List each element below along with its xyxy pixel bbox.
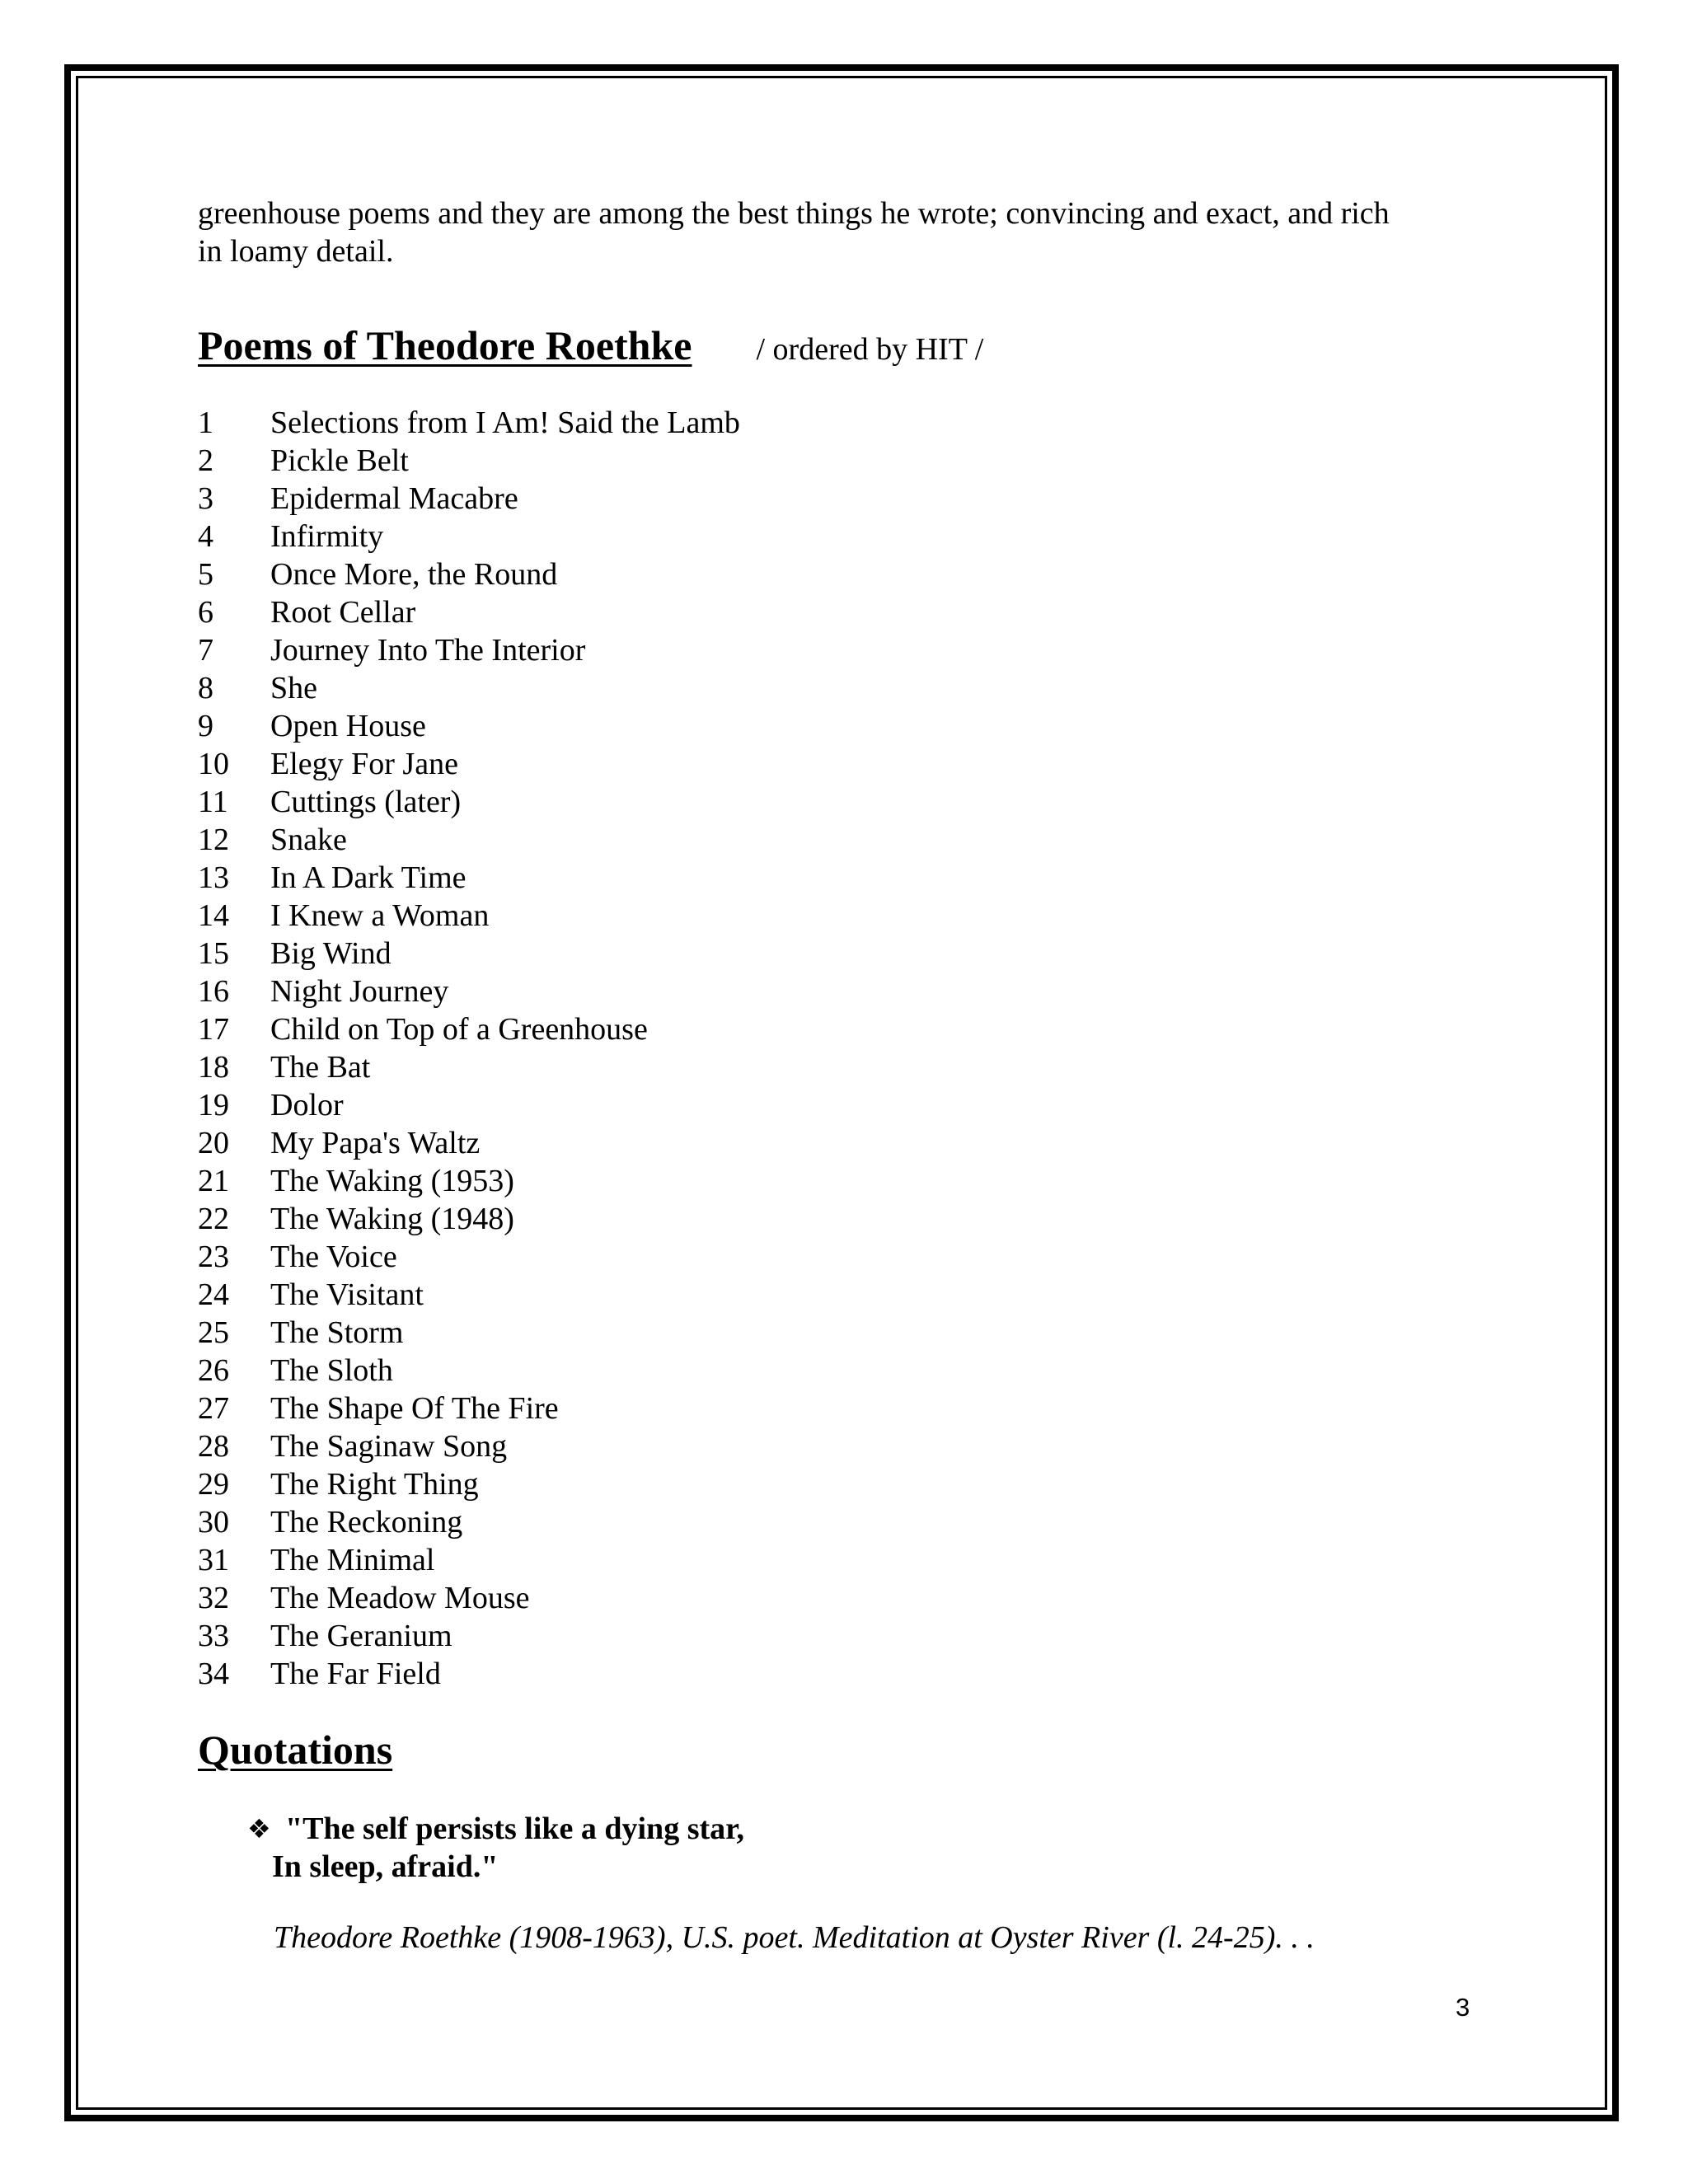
- poem-title: Elegy For Jane: [270, 747, 458, 781]
- list-item: [198, 1390, 1484, 1427]
- quote-block: [247, 1810, 1484, 1886]
- four-diamond-bullet-icon: ❖: [247, 1813, 271, 1844]
- poem-number: 25: [198, 1315, 229, 1350]
- list-item: [198, 783, 1484, 821]
- list-item: [198, 518, 1484, 555]
- poem-number: 28: [198, 1429, 229, 1464]
- poem-number: 27: [198, 1391, 229, 1426]
- poem-number: 23: [198, 1240, 229, 1274]
- list-item: [198, 1541, 1484, 1579]
- poem-title: The Waking (1948): [270, 1202, 514, 1236]
- list-item: [198, 859, 1484, 897]
- list-item: [198, 1048, 1484, 1086]
- list-item: [198, 1276, 1484, 1314]
- list-item: [198, 935, 1484, 972]
- list-item: [198, 631, 1484, 669]
- poem-number: 16: [198, 974, 229, 1009]
- poem-title: Selections from I Am! Said the Lamb: [270, 405, 740, 440]
- poem-number: 22: [198, 1202, 229, 1236]
- poem-number: 26: [198, 1353, 229, 1388]
- poem-number: 29: [198, 1467, 229, 1502]
- list-item: [198, 1465, 1484, 1503]
- poem-title: My Papa's Waltz: [270, 1126, 481, 1160]
- list-item: [198, 442, 1484, 480]
- poem-number: 19: [198, 1088, 229, 1122]
- list-item: [198, 669, 1484, 707]
- quote-attribution: Theodore Roethke (1908-1963), U.S. poet. Meditation at Oyster River (l. 24-25). . .: [274, 1920, 1315, 1955]
- poem-title: Cuttings (later): [270, 785, 462, 819]
- poem-title: The Right Thing: [270, 1467, 479, 1502]
- poem-list: [198, 404, 1484, 1693]
- poem-title: Dolor: [270, 1088, 344, 1122]
- list-item: [198, 480, 1484, 518]
- poem-number: 2: [198, 443, 213, 478]
- poem-title: Root Cellar: [270, 595, 416, 630]
- quote-line-2: In sleep, afraid.": [272, 1849, 499, 1884]
- poem-number: 21: [198, 1164, 229, 1198]
- quote-line-1-row: [247, 1810, 1484, 1848]
- poems-heading-row: [198, 321, 1484, 369]
- poem-number: 24: [198, 1277, 229, 1312]
- list-item: [198, 1124, 1484, 1162]
- poem-title: Infirmity: [270, 519, 384, 554]
- poem-number: 12: [198, 823, 229, 857]
- poem-title: The Visitant: [270, 1277, 424, 1312]
- poem-number: 10: [198, 747, 229, 781]
- poem-number: 9: [198, 709, 213, 743]
- list-item: [198, 1579, 1484, 1617]
- page-number: 3: [1456, 1993, 1470, 2022]
- list-item: [198, 593, 1484, 631]
- poem-title: Pickle Belt: [270, 443, 409, 478]
- quotations-section-title: Quotations: [198, 1727, 393, 1773]
- poem-number: 30: [198, 1505, 229, 1540]
- list-item: [198, 1162, 1484, 1200]
- poem-number: 7: [198, 633, 213, 668]
- poem-title: In A Dark Time: [270, 860, 467, 895]
- list-item: [198, 1617, 1484, 1655]
- poem-title: The Sloth: [270, 1353, 393, 1388]
- poem-title: The Far Field: [270, 1657, 441, 1691]
- poem-number: 5: [198, 557, 213, 592]
- poem-title: Epidermal Macabre: [270, 481, 518, 516]
- poem-title: The Bat: [270, 1050, 371, 1085]
- poem-title: The Storm: [270, 1315, 404, 1350]
- page-content: [198, 194, 1484, 1957]
- poem-number: 3: [198, 481, 213, 516]
- poem-number: 20: [198, 1126, 229, 1160]
- poem-number: 1: [198, 405, 213, 440]
- list-item: [198, 821, 1484, 859]
- poem-number: 31: [198, 1543, 229, 1577]
- quote-line-1: "The self persists like a dying star,: [285, 1811, 745, 1846]
- poems-order-note: / ordered by HIT /: [756, 332, 984, 367]
- poem-title: The Reckoning: [270, 1505, 463, 1540]
- poem-number: 34: [198, 1657, 229, 1691]
- poem-number: 17: [198, 1012, 229, 1047]
- intro-paragraph: [198, 194, 1484, 270]
- poem-number: 11: [198, 785, 228, 819]
- poem-title: I Knew a Woman: [270, 898, 490, 933]
- list-item: [198, 745, 1484, 783]
- list-item: [198, 1427, 1484, 1465]
- poem-title: Child on Top of a Greenhouse: [270, 1012, 648, 1047]
- poem-title: The Waking (1953): [270, 1164, 514, 1198]
- list-item: [198, 1655, 1484, 1693]
- poem-number: 4: [198, 519, 213, 554]
- list-item: [198, 404, 1484, 442]
- poem-title: The Voice: [270, 1240, 397, 1274]
- poem-number: 13: [198, 860, 229, 895]
- intro-line-2: in loamy detail.: [198, 234, 394, 269]
- poems-section-title: Poems of Theodore Roethke: [198, 322, 692, 368]
- poem-number: 18: [198, 1050, 229, 1085]
- list-item: [198, 1503, 1484, 1541]
- poem-title: The Geranium: [270, 1619, 452, 1653]
- intro-line-1: greenhouse poems and they are among the best things he wrote; convincing and exact, and rich: [198, 196, 1390, 231]
- poem-title: The Saginaw Song: [270, 1429, 508, 1464]
- poem-number: 14: [198, 898, 229, 933]
- poem-number: 32: [198, 1581, 229, 1615]
- poem-number: 33: [198, 1619, 229, 1653]
- poem-number: 8: [198, 671, 213, 705]
- poem-number: 15: [198, 936, 229, 971]
- poem-title: The Meadow Mouse: [270, 1581, 530, 1615]
- poem-title: Snake: [270, 823, 347, 857]
- list-item: [198, 555, 1484, 593]
- list-item: [198, 1010, 1484, 1048]
- list-item: [198, 1238, 1484, 1276]
- poem-title: Open House: [270, 709, 426, 743]
- poem-title: The Minimal: [270, 1543, 435, 1577]
- list-item: [198, 1352, 1484, 1390]
- poem-title: She: [270, 671, 317, 705]
- poem-title: The Shape Of The Fire: [270, 1391, 559, 1426]
- list-item: [198, 897, 1484, 935]
- poem-title: Once More, the Round: [270, 557, 558, 592]
- poem-number: 6: [198, 595, 213, 630]
- list-item: [198, 1200, 1484, 1238]
- list-item: [198, 972, 1484, 1010]
- poem-title: Big Wind: [270, 936, 392, 971]
- quote-line-2-row: [247, 1848, 1484, 1886]
- poem-title: Night Journey: [270, 974, 449, 1009]
- list-item: [198, 707, 1484, 745]
- list-item: [198, 1086, 1484, 1124]
- poem-title: Journey Into The Interior: [270, 633, 586, 668]
- list-item: [198, 1314, 1484, 1352]
